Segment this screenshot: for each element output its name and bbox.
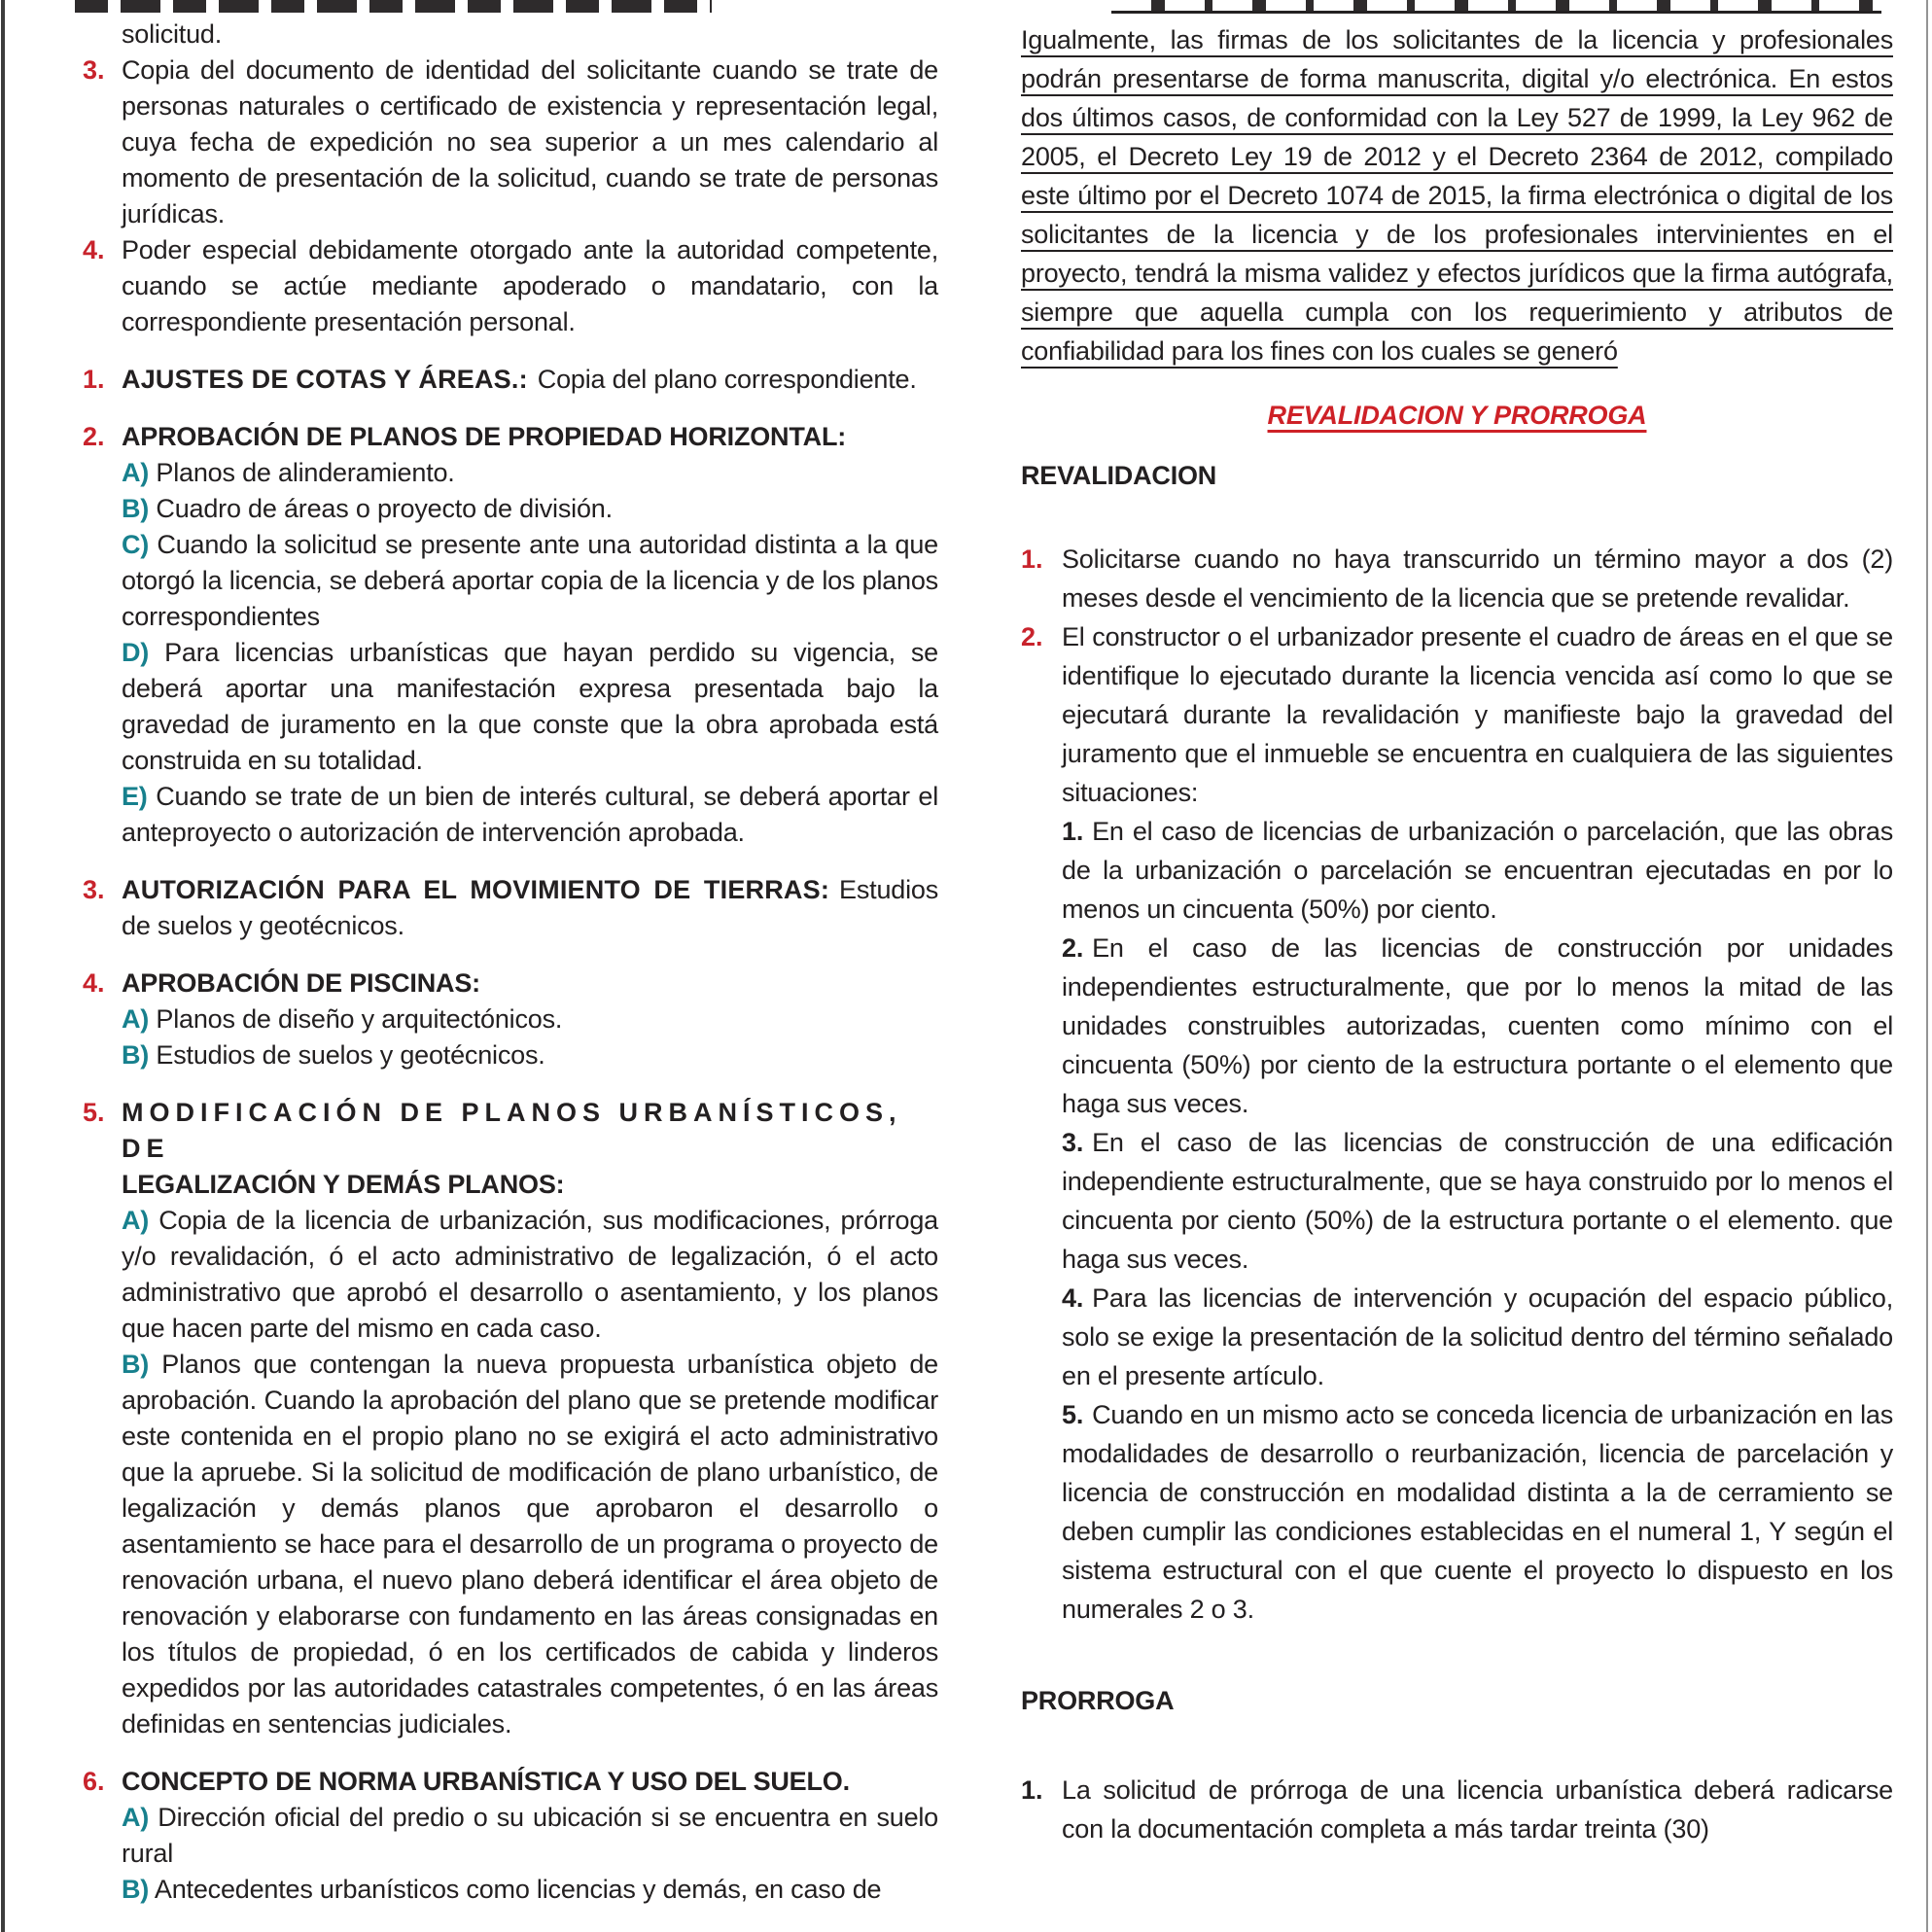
item-title: APROBACIÓN DE PISCINAS:: [122, 968, 480, 998]
item-number: 3.: [83, 55, 105, 85]
sub-letter: A): [122, 458, 150, 487]
cropped-line-fragment-top-right: [1111, 0, 1881, 14]
item-text: La solicitud de prórroga de una licencia urbanística deberá radicarse con la documentación completa a más tardar treinta (30): [1062, 1775, 1893, 1844]
sub-text: Antecedentes urbanísticos como licencias y demás, en caso de: [154, 1875, 882, 1904]
item-number: 2.: [1021, 622, 1043, 651]
item-lead-text: Copia del plano correspondiente.: [537, 365, 917, 394]
sub-item: [122, 455, 938, 491]
sub-text: Estudios de suelos y geotécnicos.: [156, 1040, 545, 1070]
sub-letter: A): [122, 1004, 150, 1034]
revalidacion-heading: REVALIDACION: [1021, 461, 1217, 490]
cropped-line-fragment-top-left: [75, 0, 712, 13]
sub-paragraph-number: 5.: [1062, 1400, 1084, 1429]
underlined-paragraph: [1021, 20, 1893, 370]
paragraph-continuation: [83, 17, 938, 53]
sub-text: Dirección oficial del predio o su ubicación si se encuentra en suelo rural: [122, 1803, 938, 1868]
sub-text: Copia de la licencia de urbanización, sus modificaciones, prórroga y/o revalidación, ó el acto administrativo de legalización, ó el acto administrativo que aprobó el desarrollo o asentamiento, y los planos que hacen parte del mismo en cada caso.: [122, 1206, 938, 1343]
sub-text: Planos de diseño y arquitectónicos.: [156, 1004, 563, 1034]
sub-letter: D): [122, 638, 150, 667]
sub-letter: B): [122, 494, 150, 523]
sub-text: Cuando la solicitud se presente ante una autoridad distinta a la que otorgó la licencia, se deberá aportar copia de la licencia y de los planos correspondientes: [122, 530, 938, 631]
item-number: 3.: [83, 875, 105, 904]
item-text: [122, 872, 938, 944]
sub-item: [122, 1203, 938, 1347]
sub-item: [122, 491, 938, 527]
sub-item: [122, 1800, 938, 1872]
sub-paragraph: [1062, 1395, 1893, 1629]
sub-paragraph-text: En el caso de las licencias de construcción de una edificación independiente estructuralmente, que se haya construido por lo menos el cincuenta por ciento (50%) de la estructura portante o el elemento. que haga sus veces.: [1062, 1128, 1893, 1274]
item-number: 4.: [83, 968, 105, 998]
list-item: [1021, 1771, 1893, 1848]
item-number: 1.: [83, 365, 105, 394]
right-column: [966, 0, 1932, 1932]
item-text: Copia del documento de identidad del solicitante cuando se trate de personas naturales o certificado de existencia y representación legal, cuya fecha de expedición no sea superior a un mes calendario al momento de presentación de la solicitud, cuando se trate de personas jurídicas.: [122, 55, 938, 228]
item-number: 4.: [83, 235, 105, 264]
item-text: El constructor o el urbanizador presente el cuadro de áreas en el que se identifique lo ejecutado durante la licencia vencida así como lo que se ejecutará durante la revalidación y manifieste bajo la gravedad del juramento que el inmueble se encuentra en cualquiera de las siguientes situaciones:: [1062, 622, 1893, 807]
sub-item: [122, 635, 938, 779]
sub-item: [122, 1347, 938, 1742]
list-item: [83, 362, 938, 398]
sub-item: [122, 527, 938, 635]
list-item: [83, 1764, 938, 1908]
sub-paragraph-text: Cuando en un mismo acto se conceda licencia de urbanización en las modalidades de desarrollo o reurbanización, licencia de parcelación y licencia de construcción en modalidad distinta a la de cerramiento se deben cumplir las condiciones establecidas en el numeral 1, Y según el sistema estructural con el que cuente el proyecto lo dispuesto en los numerales 2 o 3.: [1062, 1400, 1893, 1624]
item-title-line1: MODIFICACIÓN DE PLANOS URBANÍSTICOS, DE: [122, 1098, 902, 1163]
sub-text: Para licencias urbanísticas que hayan perdido su vigencia, se deberá aportar una manifestación expresa presentada bajo la gravedad de juramento en la que conste que la obra aprobada está construida en su totalidad.: [122, 638, 938, 775]
sub-paragraph-text: Para las licencias de intervención y ocupación del espacio público, solo se exige la presentación de la solicitud dentro del término señalado en el presente artículo.: [1062, 1283, 1893, 1390]
item-title: [122, 1095, 938, 1203]
sub-letter: A): [122, 1206, 150, 1235]
item-text: Poder especial debidamente otorgado ante la autoridad competente, cuando se actúe mediante apoderado o mandatario, con la correspondiente presentación personal.: [122, 235, 938, 336]
sub-paragraph-text: En el caso de licencias de urbanización o parcelación, que las obras de la urbanización o parcelación se encuentran ejecutadas en por lo menos un cincuenta (50%) por ciento.: [1062, 817, 1893, 924]
sub-letter: E): [122, 782, 148, 811]
list-item: [83, 872, 938, 944]
sub-item: [122, 1001, 938, 1037]
sub-paragraph: [1062, 1279, 1893, 1395]
item-number: 2.: [83, 422, 105, 451]
prorroga-heading: PRORROGA: [1021, 1686, 1175, 1715]
item-text: [122, 362, 938, 398]
item-title-line2: LEGALIZACIÓN Y DEMÁS PLANOS:: [122, 1170, 565, 1199]
sub-paragraph-number: 3.: [1062, 1128, 1084, 1157]
item-lead-text: Estudios de suelos y geotécnicos.: [122, 875, 938, 940]
sub-letter: C): [122, 530, 150, 559]
section-heading: [1021, 396, 1893, 435]
sub-item: [122, 1037, 938, 1073]
item-title: AJUSTES DE COTAS Y ÁREAS.:: [122, 365, 528, 394]
sub-text: Planos de alinderamiento.: [156, 458, 455, 487]
item-text: Solicitarse cuando no haya transcurrido un término mayor a dos (2) meses desde el vencimiento de la licencia que se pretende revalidar.: [1062, 544, 1893, 613]
sub-text: Cuando se trate de un bien de interés cultural, se deberá aportar el anteproyecto o autorización de intervención aprobada.: [122, 782, 938, 847]
item-title: CONCEPTO DE NORMA URBANÍSTICA Y USO DEL SUELO.: [122, 1767, 850, 1796]
sub-letter: B): [122, 1040, 150, 1070]
sub-letter: B): [122, 1875, 150, 1904]
item-title: AUTORIZACIÓN PARA EL MOVIMIENTO DE TIERRAS:: [122, 875, 830, 904]
sub-paragraph: [1062, 929, 1893, 1123]
sub-paragraph-number: 2.: [1062, 933, 1084, 963]
sub-letter: A): [122, 1803, 150, 1832]
underlined-paragraph-text: Igualmente, las firmas de los solicitantes de la licencia y profesionales podrán presentarse de forma manuscrita, digital y/o electrónica. En estos dos últimos casos, de conformidad con la Ley 527 de 1999, la Ley 962 de 2005, el Decreto Ley 19 de 2012 y el Decreto 2364 de 2012, compilado este último por el Decreto 1074 de 2015, la firma electrónica o digital de los solicitantes de la licencia y de los profesionales intervinientes en el proyecto, tendrá la misma validez y efectos jurídicos que la firma autógrafa, siempre que aquella cumpla con los requerimiento y atributos de confiabilidad para los fines con los cuales se generó: [1021, 25, 1893, 366]
item-number: 5.: [83, 1098, 105, 1127]
item-number: 6.: [83, 1767, 105, 1796]
sub-text: Cuadro de áreas o proyecto de división.: [156, 494, 613, 523]
list-item: [83, 232, 938, 340]
sub-text: Planos que contengan la nueva propuesta urbanística objeto de aprobación. Cuando la aprobación del plano que se pretende modificar este contenida en el propio plano no se exigirá el acto administrativo que la apruebe. Si la solicitud de modificación de plano urbanístico, de legalización y demás planos que aprobaron el desarrollo o asentamiento se hace para el desarrollo de un programa o proyecto de renovación urbana, el nuevo plano deberá identificar el área objeto de renovación y elaborarse con fundamento en las áreas consignadas en los títulos de propiedad, ó en los certificados de cabida y linderos expedidos por las autoridades catastrales competentes, ó en las áreas definidas en sentencias judiciales.: [122, 1350, 938, 1739]
sub-item: [122, 779, 938, 851]
continuation-text: solicitud.: [122, 19, 223, 49]
list-item: [83, 419, 938, 851]
sub-letter: B): [122, 1350, 150, 1379]
sub-paragraph: [1062, 1123, 1893, 1279]
sub-paragraph-number: 4.: [1062, 1283, 1084, 1313]
list-item: [83, 53, 938, 232]
sub-paragraph-text: En el caso de las licencias de construcción por unidades independientes estructuralmente, que por lo menos la mitad de las unidades construibles autorizadas, cuenten como mínimo con el cincuenta (50%) por ciento de la estructura portante o el elemento que haga sus veces.: [1062, 933, 1893, 1118]
list-item: [1021, 617, 1893, 1629]
item-number: 1.: [1021, 544, 1043, 574]
item-number: 1.: [1021, 1775, 1043, 1805]
sub-paragraph-number: 1.: [1062, 817, 1084, 846]
list-item: [1021, 540, 1893, 617]
list-item: [83, 966, 938, 1073]
section-heading-text: REVALIDACION Y PRORROGA: [1267, 401, 1647, 430]
item-title: APROBACIÓN DE PLANOS DE PROPIEDAD HORIZONTAL:: [122, 422, 847, 451]
sub-item: [122, 1872, 938, 1908]
sub-paragraph: [1062, 812, 1893, 929]
list-item: [83, 1095, 938, 1742]
